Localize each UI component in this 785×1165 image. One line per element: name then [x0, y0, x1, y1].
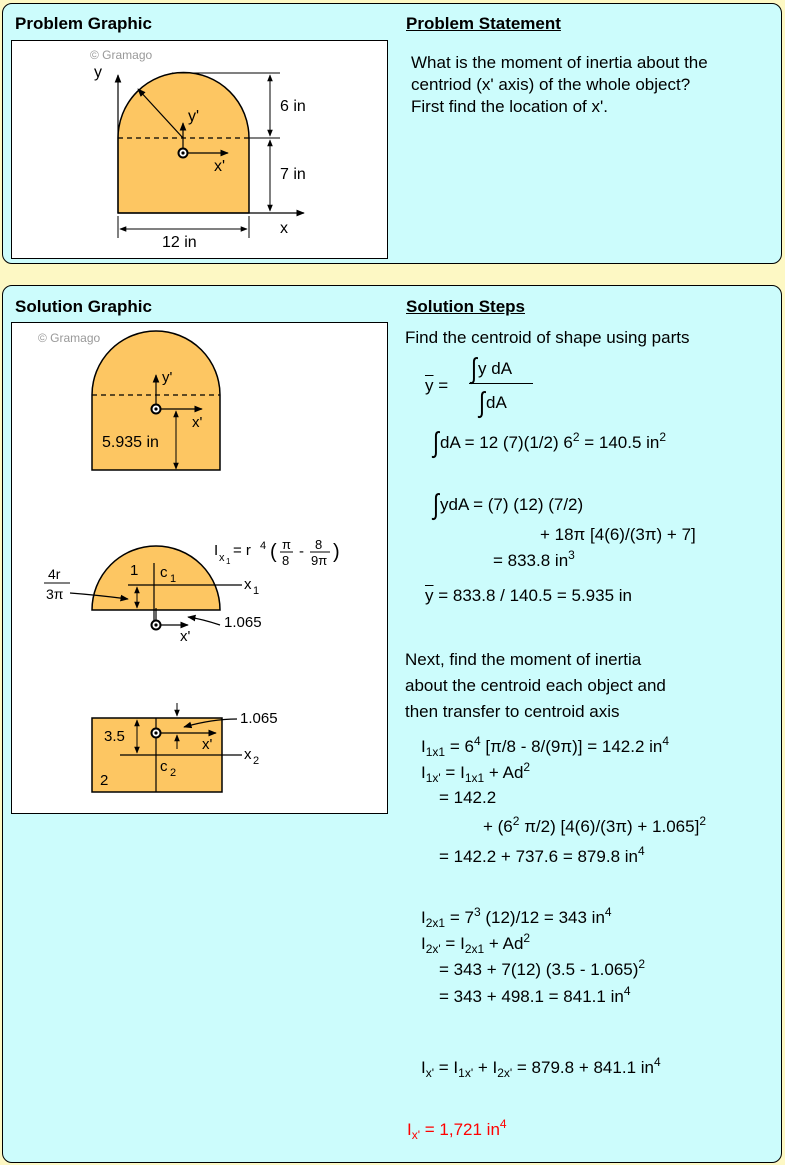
ybar-fraction-bar	[469, 383, 533, 384]
solution-figure	[12, 323, 389, 815]
s3-x-label: x	[244, 746, 252, 763]
step-sum: $I_{x'} = I_{1x'} + I_{2x'} = 879.8 + 841.1$ $in^4$	[421, 1055, 661, 1080]
xp-label: x'	[214, 158, 226, 175]
s2-frac1-den: 8	[282, 553, 290, 568]
step-next-3: then transfer to centroid axis	[405, 702, 620, 721]
step-i2-c: = 343 + 7(12) (3.5 - 1.065)$^2$	[439, 957, 646, 979]
s3-part-no: 2	[100, 772, 109, 789]
semicircle-shape	[92, 546, 220, 610]
step-moment-1: ∫ydA = (7) (12) (7/2)	[433, 488, 584, 521]
s2-x-sub: 1	[253, 585, 260, 597]
statement-line-1: What is the moment of inertia about the	[411, 53, 708, 72]
solution-panel	[2, 285, 782, 1163]
step-i2x1: $I_{2x1} = 7^3$ (12)/12 = 343 $in^4$	[421, 905, 612, 930]
solution-steps-title: Solution Steps	[406, 297, 525, 316]
s3-dist-label: 1.065	[240, 710, 278, 727]
s2-formula-subsub: 1	[226, 557, 231, 566]
s2-c-sub: 1	[170, 573, 177, 585]
s2-rparen: )	[333, 541, 340, 563]
s2-xp-label: x'	[180, 628, 191, 645]
s2-frac-minus: -	[299, 543, 304, 560]
ybar-lhs: $\overline{y}$ =	[425, 376, 449, 395]
yp-label: y'	[188, 108, 200, 125]
s2-x-label: x	[244, 576, 252, 593]
ybar-numerator: ∫y dA	[471, 352, 513, 385]
s2-lparen: (	[270, 541, 277, 563]
s1-xp-label: x'	[192, 414, 203, 431]
step-i1xp: $I_{1x'} = I_{1x1} + Ad^2$	[421, 760, 531, 785]
s2-frac1-num: π	[282, 537, 291, 552]
step-i1-d: + ($6^2$ π/2) $[4(6)/(3\pi) + 1.065]^2$	[483, 814, 706, 836]
s2-frac-num: 4r	[48, 566, 61, 582]
s2-formula-eq: = r	[233, 542, 251, 559]
solution-graphic-title: Solution Graphic	[15, 297, 152, 316]
s1-dist-label: 5.935 in	[102, 434, 159, 451]
step-i1-c: = 142.2	[439, 788, 497, 807]
ybar-denominator: ∫dA	[479, 386, 507, 419]
s2-dist-label: 1.065	[224, 614, 262, 631]
s2-frac2-den: 9π	[311, 553, 328, 568]
problem-figure	[12, 41, 389, 260]
problem-statement	[411, 52, 771, 118]
statement-line-2: centriod (x' axis) of the whole object?	[411, 75, 691, 94]
y-label: y	[94, 64, 102, 81]
step-ybar-result: $\overline{y} = 833.8 / 140.5 = 5.935$ in	[425, 586, 632, 605]
solution-graphic-box	[11, 322, 388, 814]
watermark-2: © Gramago	[38, 331, 101, 345]
s3-c-label: c	[160, 758, 168, 775]
step-moment-2: + 18π [4(6)/(3π) + 7]	[540, 525, 696, 544]
watermark: © Gramago	[90, 48, 153, 62]
x-label: x	[280, 220, 288, 237]
s3-c-sub: 2	[170, 767, 177, 779]
step-i2xp: $I_{2x'} = I_{2x1} + Ad^2$	[421, 931, 531, 956]
dim-6in-label: 6 in	[280, 98, 306, 115]
step-next-2: about the centroid each object and	[405, 676, 666, 695]
s3-height-label: 3.5	[104, 728, 125, 745]
step-i1x1: $I_{1x1} = 6^4$ [π/8 - 8/(9π)] = 142.2 $in^4$	[421, 734, 670, 759]
s2-frac2-num: 8	[315, 537, 323, 552]
s2-formula-pow: 4	[260, 540, 267, 552]
s2-formula-sub: x	[219, 552, 225, 564]
final-answer: $I_{x'} = 1,721$ $in^4$	[407, 1117, 507, 1142]
problem-statement-title: Problem Statement	[406, 14, 561, 33]
problem-graphic-title: Problem Graphic	[15, 14, 152, 33]
step-i2-d: = 343 + 498.1 = 841.1 $in^4$	[439, 984, 631, 1006]
dim-7in-label: 7 in	[280, 166, 306, 183]
s3-x-sub: 2	[253, 755, 260, 767]
statement-line-3: First find the location of x'.	[411, 97, 608, 116]
s2-c-label: c	[160, 564, 168, 581]
step-intro: Find the centroid of shape using parts	[405, 328, 690, 347]
step-i1-e: = 142.2 + 737.6 = 879.8 $in^4$	[439, 844, 645, 866]
step-next-1: Next, find the moment of inertia	[405, 650, 642, 669]
problem-panel	[2, 3, 782, 264]
s2-formula-I: I	[214, 542, 219, 559]
s1-yp-label: y'	[162, 369, 173, 386]
problem-graphic-box	[11, 40, 388, 259]
s3-xp-label: x'	[202, 736, 213, 753]
step-area: ∫dA = 12 (7)(1/2) $6^2 = 140.5$ $in^2$	[433, 426, 667, 459]
dim-12in-label: 12 in	[162, 234, 197, 251]
step-moment-3: = 833.8 $in^3$	[493, 548, 575, 570]
s2-frac-den: 3π	[46, 586, 64, 602]
s2-part-no: 1	[130, 562, 139, 579]
